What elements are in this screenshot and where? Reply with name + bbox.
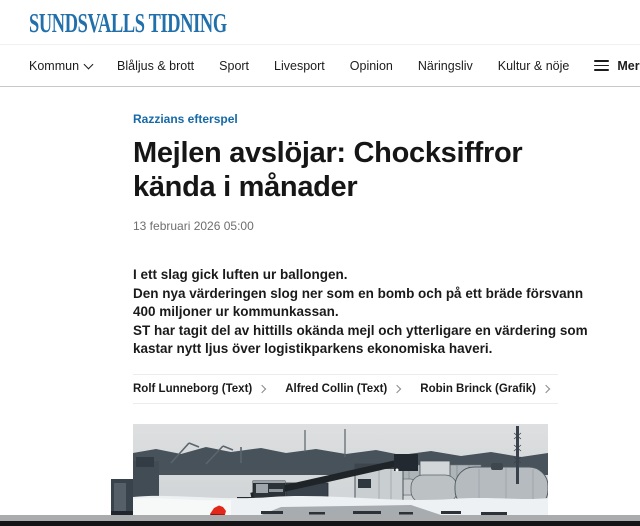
nav-bar — [0, 44, 640, 87]
nav-item-kultur-noje[interactable] — [498, 59, 570, 73]
nav-more-button[interactable] — [594, 59, 639, 73]
article-lead — [133, 266, 588, 359]
byline-label: Rolf Lunneborg (Text) — [133, 382, 253, 395]
byline-bar — [133, 374, 558, 404]
chevron-right-icon — [542, 385, 550, 393]
chevron-right-icon — [258, 385, 266, 393]
chevron-right-icon — [393, 385, 401, 393]
nav-item-blaljus-brott[interactable] — [117, 59, 194, 73]
byline-label: Alfred Collin (Text) — [285, 382, 388, 395]
nav-more-label: Mer — [617, 58, 640, 73]
nav-item-naringsliv[interactable] — [418, 59, 473, 73]
nav-item-label: Blåljus & brott — [117, 58, 195, 73]
kicker-link[interactable]: Razzians efterspel — [133, 112, 238, 126]
lead-paragraph: ST har tagit del av hittills okända mejl och ytterligare en värdering som kastar nytt ljus över logistikparkens ekonomiska haveri. — [133, 322, 588, 356]
article-headline: Mejlen avslöjar: Chocksiffror kända i månader — [133, 137, 523, 203]
menu-icon — [594, 60, 609, 71]
byline-item[interactable] — [133, 383, 265, 395]
nav-item-sport[interactable] — [219, 59, 249, 73]
site-logo[interactable]: SUNDSVALLS TIDNING — [29, 8, 227, 38]
nav-item-label: Opinion — [349, 58, 393, 73]
nav-item-label: Näringsliv — [417, 58, 473, 73]
byline-label: Robin Brinck (Grafik) — [420, 382, 536, 395]
article-image — [111, 423, 548, 526]
nav-item-opinion[interactable] — [350, 59, 393, 73]
publish-date: 13 februari 2026 05:00 — [133, 219, 254, 233]
nav-item-label: Livesport — [274, 58, 325, 73]
nav-item-label: Sport — [219, 58, 250, 73]
nav-item-kommun[interactable] — [29, 59, 92, 73]
byline-item[interactable] — [420, 383, 549, 395]
lead-paragraph: Den nya värderingen slog ner som en bomb och på ett bräde försvann 400 miljoner ur kommunkassan. — [133, 285, 584, 319]
photo-left-trailer — [111, 479, 135, 515]
nav-item-livesport[interactable] — [274, 59, 325, 73]
nav-item-label: Kultur & nöje — [497, 58, 570, 73]
article — [133, 88, 588, 404]
byline-item[interactable] — [285, 383, 400, 395]
nav-item-label: Kommun — [29, 58, 80, 73]
lead-paragraph: I ett slag gick luften ur ballongen. — [133, 267, 348, 282]
chevron-down-icon — [84, 59, 94, 69]
bottom-overlay-bar-dark — [0, 521, 640, 526]
